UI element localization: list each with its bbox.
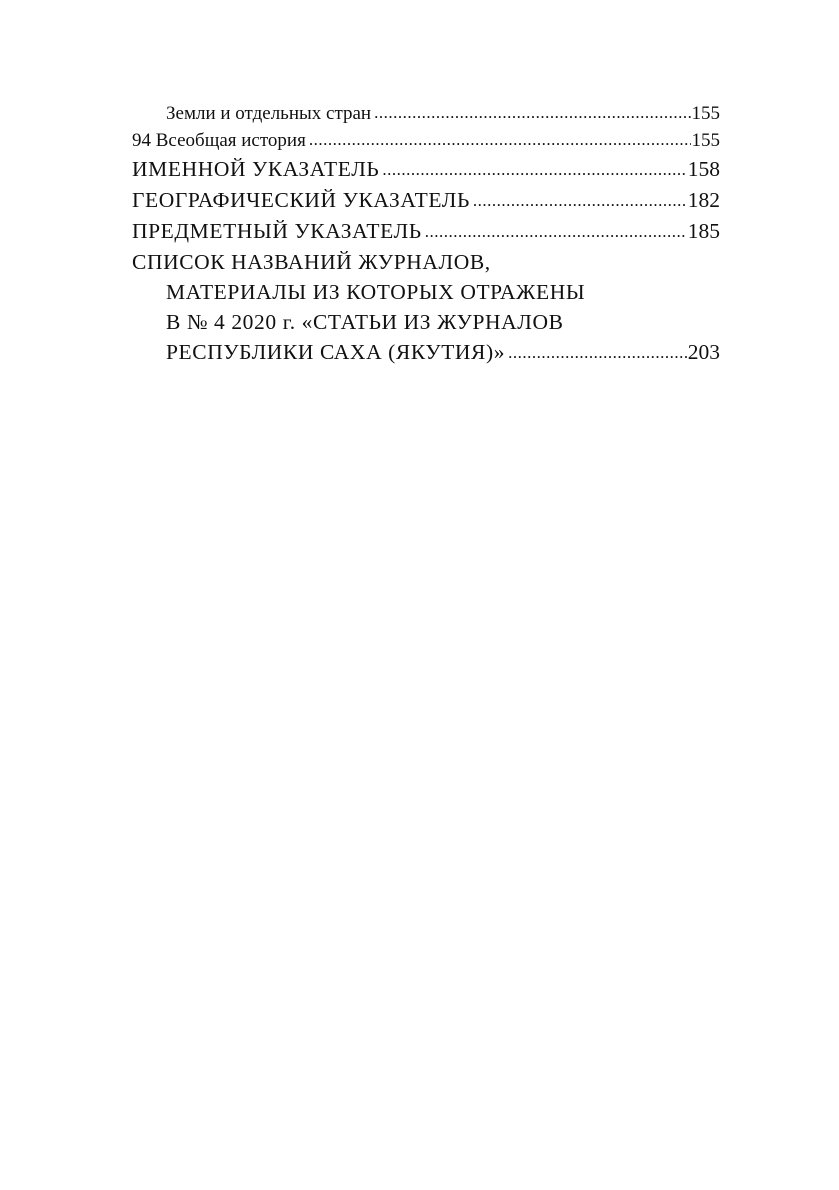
toc-leader-dots (473, 184, 687, 216)
toc-entry-page: 185 (687, 219, 720, 243)
toc-journals-line: СПИСОК НАЗВАНИЙ ЖУРНАЛОВ, (132, 250, 491, 274)
toc-entry-title: ПРЕДМЕТНЫЙ УКАЗАТЕЛЬ (132, 219, 422, 243)
toc-entry-page: 155 (691, 103, 720, 124)
toc-leader-dots (309, 126, 691, 153)
toc-leader-dots (374, 99, 690, 126)
toc-entry-title: РЕСПУБЛИКИ САХА (ЯКУТИЯ)» (166, 340, 506, 364)
toc-entry[interactable] (132, 216, 720, 247)
toc-leader-dots (382, 153, 686, 185)
toc-entry-page: 203 (687, 340, 720, 364)
toc-entry[interactable] (132, 127, 720, 154)
table-of-contents (132, 100, 720, 368)
toc-entry-title: ИМЕННОЙ УКАЗАТЕЛЬ (132, 157, 380, 181)
toc-entry[interactable] (132, 154, 720, 185)
toc-journals-last-line (132, 337, 720, 368)
toc-entry[interactable] (132, 185, 720, 216)
toc-entry-title: Земли и отдельных стран (166, 103, 372, 124)
toc-entry-title: 94 Всеобщая история (132, 130, 306, 151)
toc-journals-line: В № 4 2020 г. «СТАТЬИ ИЗ ЖУРНАЛОВ (166, 310, 564, 334)
toc-leader-dots (425, 215, 687, 247)
toc-entry-page: 182 (687, 188, 720, 212)
toc-entry-page: 155 (691, 130, 720, 151)
toc-journals-line: МАТЕРИАЛЫ ИЗ КОТОРЫХ ОТРАЖЕНЫ (166, 280, 586, 304)
toc-leader-dots (508, 336, 687, 368)
toc-entry[interactable] (132, 100, 720, 127)
toc-entry-page: 158 (687, 157, 720, 181)
toc-entry-journals[interactable] (132, 247, 720, 368)
toc-entry-title: ГЕОГРАФИЧЕСКИЙ УКАЗАТЕЛЬ (132, 188, 470, 212)
